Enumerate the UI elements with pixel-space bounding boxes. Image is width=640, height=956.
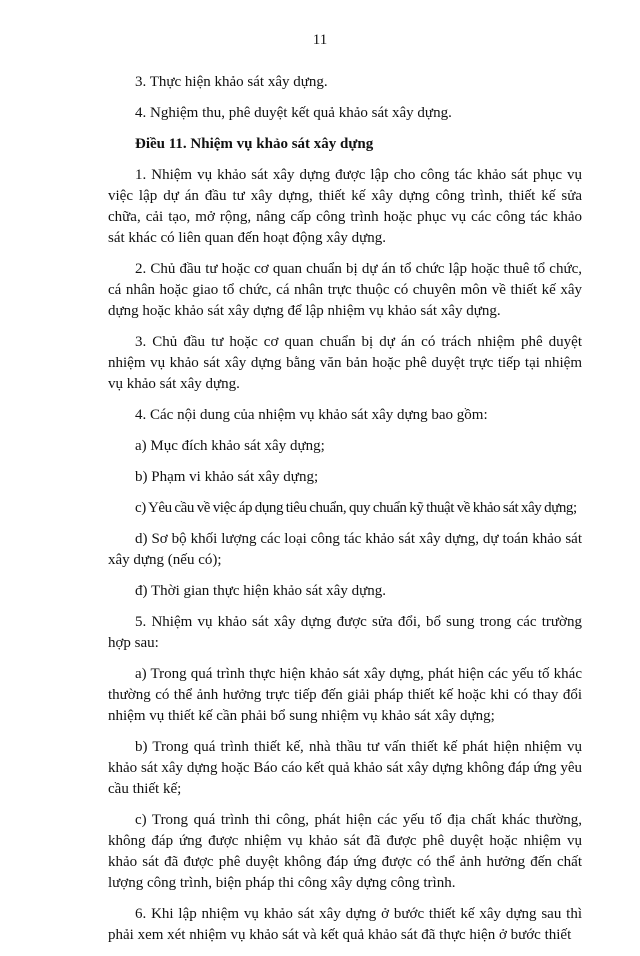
clause-4-item-b: b) Phạm vi khảo sát xây dựng; xyxy=(135,469,319,485)
clause-5-item-b: b) Trong quá trình thiết kế, nhà thầu tư vấn thiết kế phát hiện nhiệm vụ khảo sát xây dựng hoặc Báo cáo kết quả khảo sát xây dựng không đáp ứng yêu cầu thiết kế; xyxy=(108,739,582,797)
article-11-clause-4: 4. Các nội dung của nhiệm vụ khảo sát xây dựng bao gồm: xyxy=(135,407,488,423)
clause-3: 3. Thực hiện khảo sát xây dựng. xyxy=(135,74,328,90)
clause-5-item-c: c) Trong quá trình thi công, phát hiện các yếu tố địa chất khác thường, không đáp ứng được nhiệm vụ khảo sát đã được phê duyệt hoặc nhiệm vụ khảo sát đã được phê duyệt không đáp ứng được có thể ảnh hưởng đến chất lượng công trình, biện pháp thi công xây dựng công trình. xyxy=(108,812,582,891)
clause-4-item-c: c) Yêu cầu về việc áp dụng tiêu chuẩn, quy chuẩn kỹ thuật về khảo sát xây dựng; xyxy=(135,500,577,516)
article-11-clause-5: 5. Nhiệm vụ khảo sát xây dựng được sửa đổi, bổ sung trong các trường hợp sau: xyxy=(108,614,582,651)
article-11-clause-1: 1. Nhiệm vụ khảo sát xây dựng được lập cho công tác khảo sát phục vụ việc lập dự án đầu tư xây dựng, thiết kế xây dựng công trình, thiết kế sửa chữa, cải tạo, mở rộng, nâng cấp công trình hoặc phục vụ các công tác khảo sát khác có liên quan đến hoạt động xây dựng. xyxy=(108,167,582,246)
article-11-clause-2: 2. Chủ đầu tư hoặc cơ quan chuẩn bị dự án tổ chức lập hoặc thuê tổ chức, cá nhân hoặc giao tổ chức, cá nhân trực thuộc có chuyên môn về thiết kế xây dựng hoặc khảo sát xây dựng để lập nhiệm vụ khảo sát xây dựng. xyxy=(108,261,582,319)
page-number: 11 xyxy=(312,32,328,48)
clause-5-item-a: a) Trong quá trình thực hiện khảo sát xây dựng, phát hiện các yếu tố khác thường có thể ảnh hưởng trực tiếp đến giải pháp thiết kế hoặc khi có thay đổi nhiệm vụ thiết kế cần phải bổ sung nhiệm vụ khảo sát xây dựng; xyxy=(108,666,582,724)
article-11-clause-3: 3. Chủ đầu tư hoặc cơ quan chuẩn bị dự án có trách nhiệm phê duyệt nhiệm vụ khảo sát xây dựng bằng văn bản hoặc phê duyệt trực tiếp tại nhiệm vụ khảo sát xây dựng. xyxy=(108,334,582,392)
clause-4-item-dd: đ) Thời gian thực hiện khảo sát xây dựng. xyxy=(135,583,386,599)
article-11-clause-6: 6. Khi lập nhiệm vụ khảo sát xây dựng ở bước thiết kế xây dựng sau thì phải xem xét nhiệm vụ khảo sát và kết quả khảo sát đã thực hiện ở bước thiết xyxy=(108,906,582,943)
clause-4-item-d: d) Sơ bộ khối lượng các loại công tác khảo sát xây dựng, dự toán khảo sát xây dựng (nếu có); xyxy=(108,531,582,568)
article-11-heading: Điều 11. Nhiệm vụ khảo sát xây dựng xyxy=(135,136,374,152)
clause-4: 4. Nghiệm thu, phê duyệt kết quả khảo sát xây dựng. xyxy=(135,105,452,121)
page-body xyxy=(108,72,582,956)
clause-4-item-a: a) Mục đích khảo sát xây dựng; xyxy=(135,438,325,454)
